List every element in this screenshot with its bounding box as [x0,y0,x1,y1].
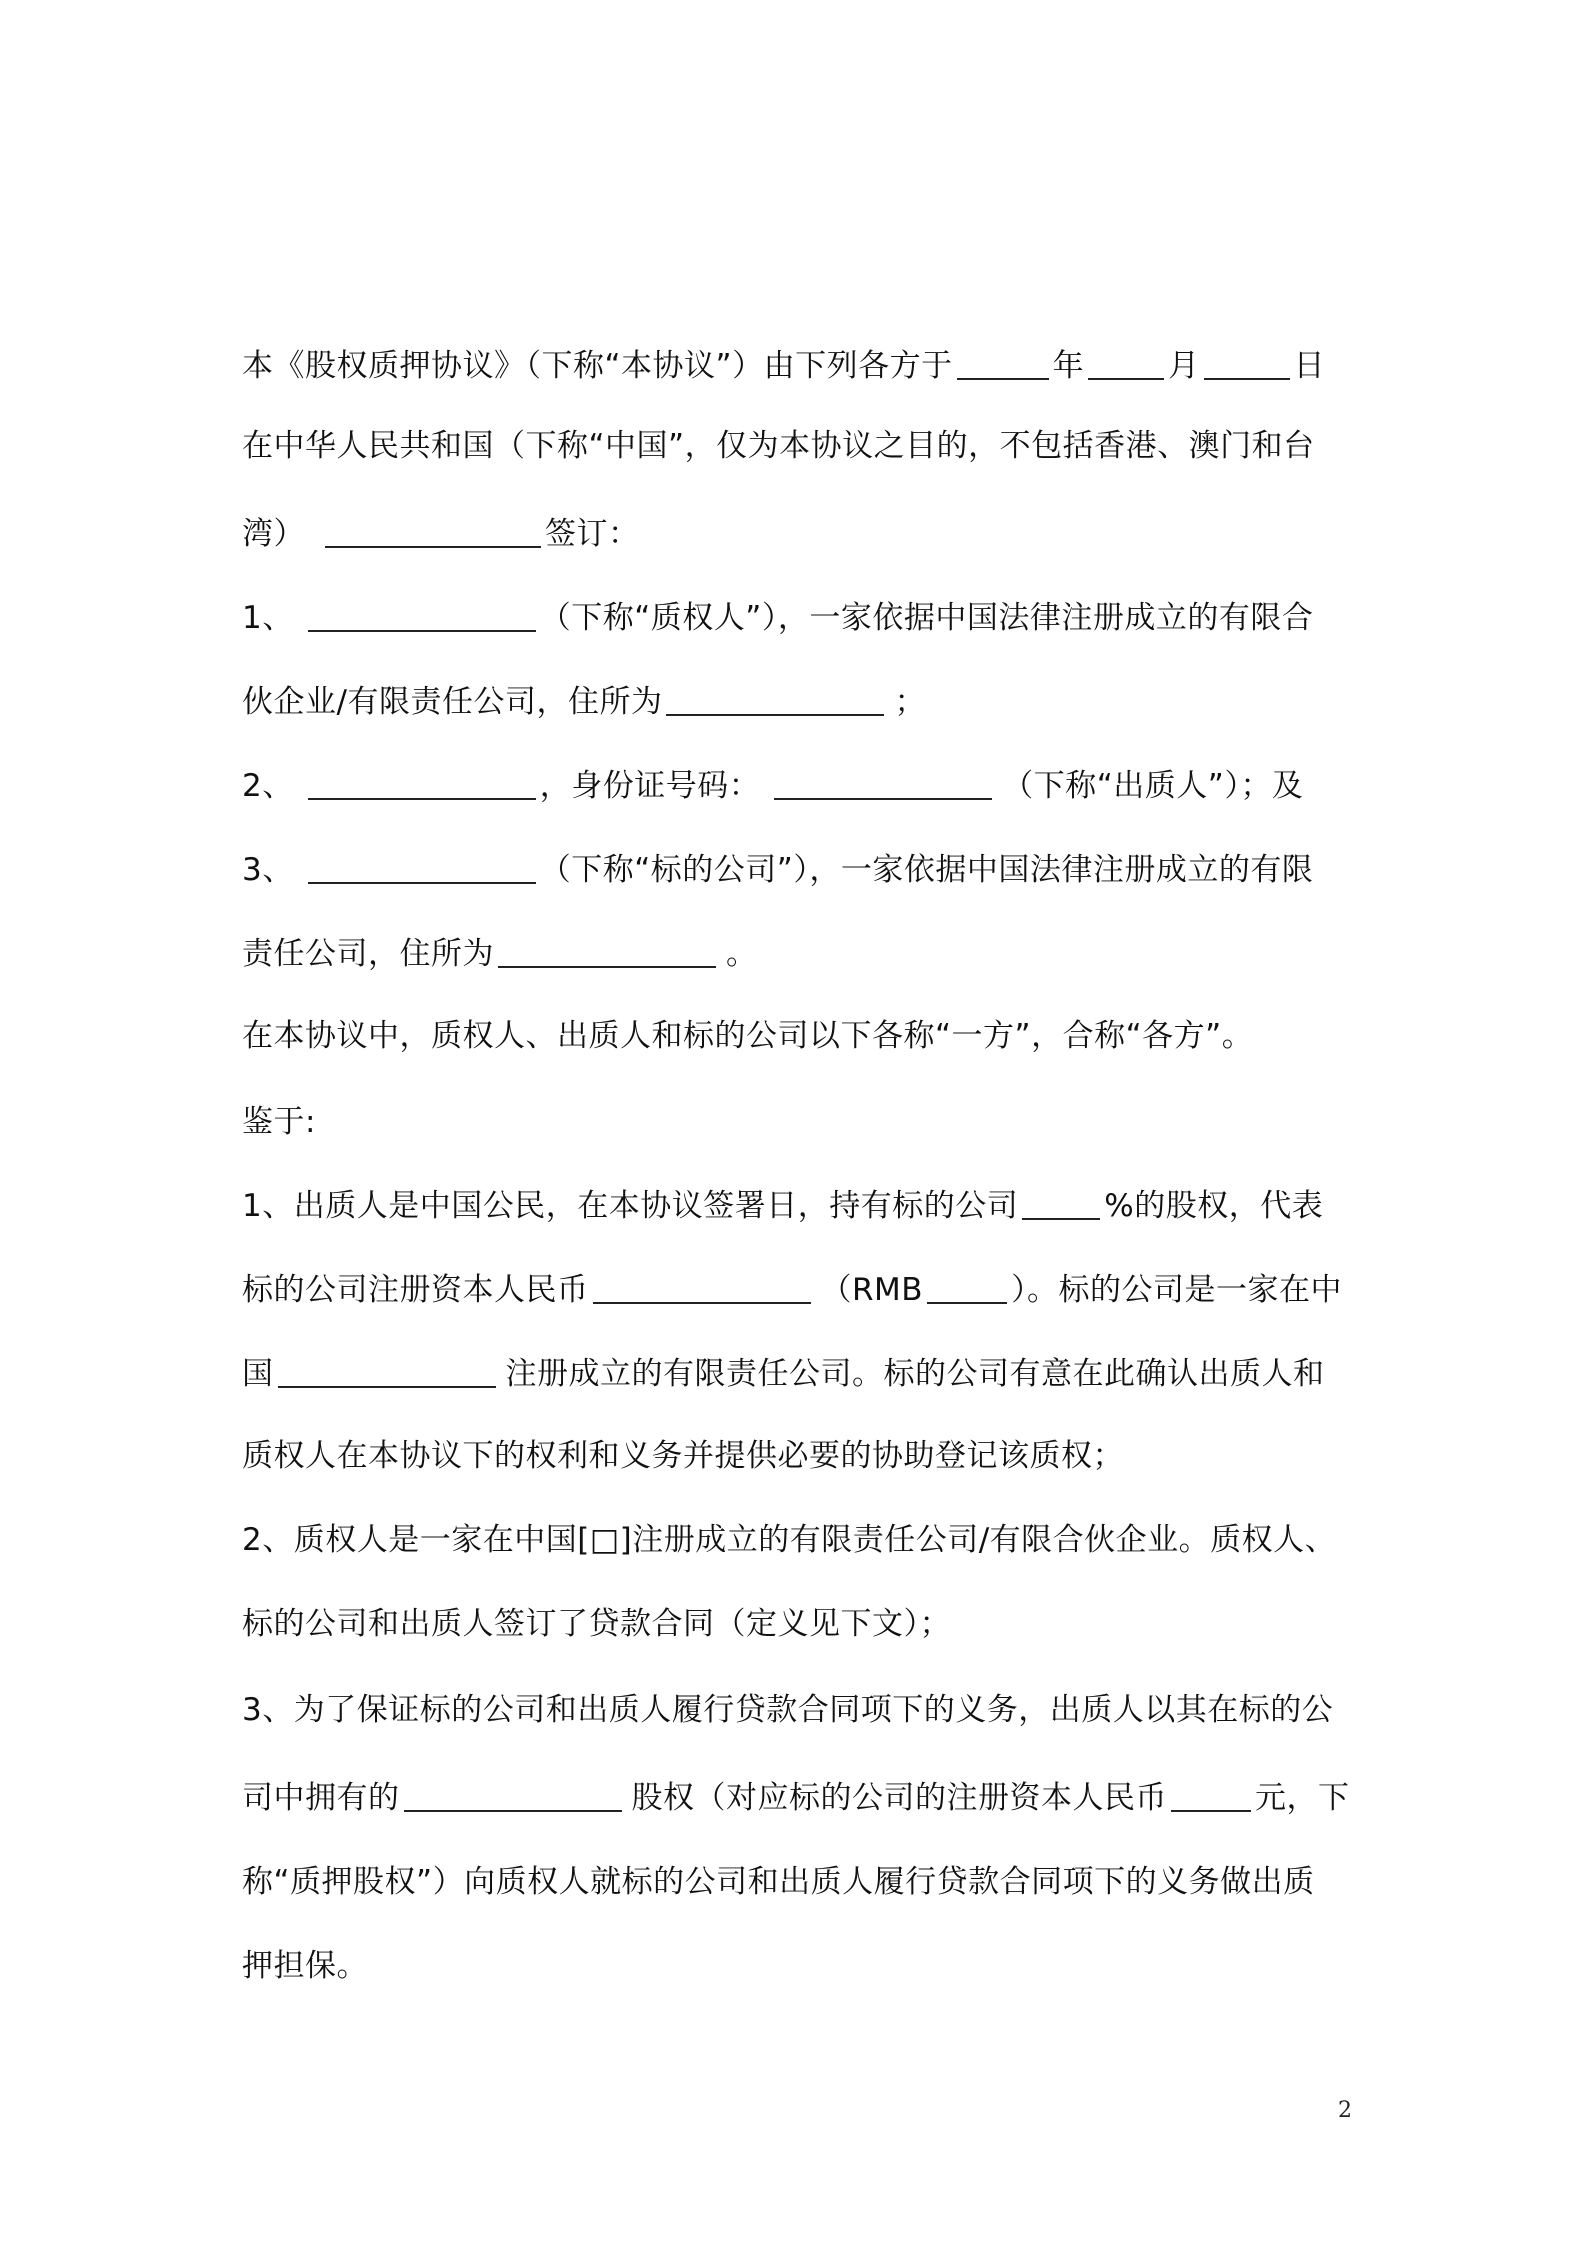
recital-text: 标的公司和出质人签订了贷款合同（定义见下文）； [242,1606,951,1642]
party-number: 3、 [242,852,294,888]
recital-text: 称“质押股权”）向质权人就标的公司和出质人履行贷款合同项下的义务做出质 [242,1864,1315,1900]
party-text: （下称“质权人”），一家依据中国法律注册成立的有限合 [539,600,1314,636]
party-text: 。 [726,936,758,972]
preamble-text: 本《股权质押协议》（下称“本协议”）由下列各方于 [242,348,953,384]
party-3-line-2 [242,934,1362,974]
party-3-line-1 [242,850,1362,890]
month-blank [1088,348,1164,380]
recital-text: 司中拥有的 [242,1780,400,1816]
recital-3-line-4 [242,1946,1362,1986]
day-label: 日 [1293,348,1326,384]
recital-text: 押担保。 [242,1948,368,1984]
recital-text: 2、质权人是一家在中国[□]注册成立的有限责任公司/有限合伙企业。质权人、 [242,1522,1337,1558]
pledgor-name-blank [308,768,536,800]
target-company-blank [308,852,536,884]
preamble-text: 签订： [545,516,640,552]
target-address-blank [498,936,716,968]
recital-1-line-4 [242,1436,1362,1476]
signing-place-blank [325,516,541,548]
year-label: 年 [1052,348,1085,384]
preamble-text: 在中华人民共和国（下称“中国”，仅为本协议之目的，不包括香港、澳门和台 [242,428,1315,464]
preamble-line-2 [242,426,1362,466]
rmb-amount-blank [927,1272,1007,1304]
recital-text: ）。标的公司是一家在中 [1011,1272,1343,1308]
registered-capital-blank [593,1272,811,1304]
recital-2-line-2 [242,1604,1362,1644]
recital-3-line-1 [242,1690,1362,1730]
recital-text: 1、出质人是中国公民，在本协议签署日，持有标的公司 [242,1188,1019,1224]
recitals-heading [242,1102,1362,1142]
recital-text: %的股权，代表 [1104,1188,1324,1224]
recital-1-line-2 [242,1270,1362,1310]
recital-2-line-1 [242,1520,1362,1560]
party-1-line-1 [242,598,1362,638]
year-blank [957,348,1049,380]
recital-text: （RMB [820,1272,924,1308]
preamble-text: 湾） [242,516,305,552]
recital-text: 注册成立的有限责任公司。标的公司有意在此确认出质人和 [505,1356,1325,1392]
day-blank [1204,348,1290,380]
pledged-equity-blank [404,1780,622,1812]
recital-1-line-3 [242,1354,1362,1394]
id-number-blank [774,768,992,800]
page-number: 2 [1338,2098,1352,2123]
preamble-line-1 [242,346,1362,386]
party-text: 伙企业/有限责任公司，住所为 [242,684,663,720]
recitals-heading-text: 鉴于: [242,1104,316,1140]
registration-place-blank [278,1356,496,1388]
recital-text: 股权（对应标的公司的注册资本人民币 [631,1780,1167,1816]
pledged-capital-amount-blank [1171,1780,1251,1812]
recital-1-line-1 [242,1186,1362,1226]
party-1-line-2 [242,682,1362,722]
recital-text: 标的公司注册资本人民币 [242,1272,589,1308]
recital-text: 元，下 [1255,1780,1350,1816]
party-number: 2、 [242,768,294,804]
party-text: ，身份证号码： [539,768,761,804]
party-text: （下称“标的公司”），一家依据中国法律注册成立的有限 [539,852,1314,888]
party-text: （下称“出质人”）；及 [1002,768,1304,804]
party-text: 在本协议中，质权人、出质人和标的公司以下各称“一方”，合称“各方”。 [242,1018,1254,1054]
recital-3-line-2 [242,1778,1362,1818]
party-number: 1、 [242,600,294,636]
party-text: ； [894,684,926,720]
recital-3-line-3 [242,1862,1362,1902]
pledgee-address-blank [666,684,884,716]
pledgee-name-blank [308,600,536,632]
recital-text: 质权人在本协议下的权利和义务并提供必要的协助登记该质权； [242,1438,1124,1474]
party-2-line [242,766,1362,806]
collective-definition [242,1016,1362,1056]
preamble-line-3 [242,514,1362,554]
month-label: 月 [1168,348,1200,384]
party-text: 责任公司，住所为 [242,936,494,972]
recital-text: 3、为了保证标的公司和出质人履行贷款合同项下的义务，出质人以其在标的公 [242,1692,1334,1728]
recital-text: 国 [242,1356,274,1392]
shareholding-percent-blank [1022,1188,1100,1220]
